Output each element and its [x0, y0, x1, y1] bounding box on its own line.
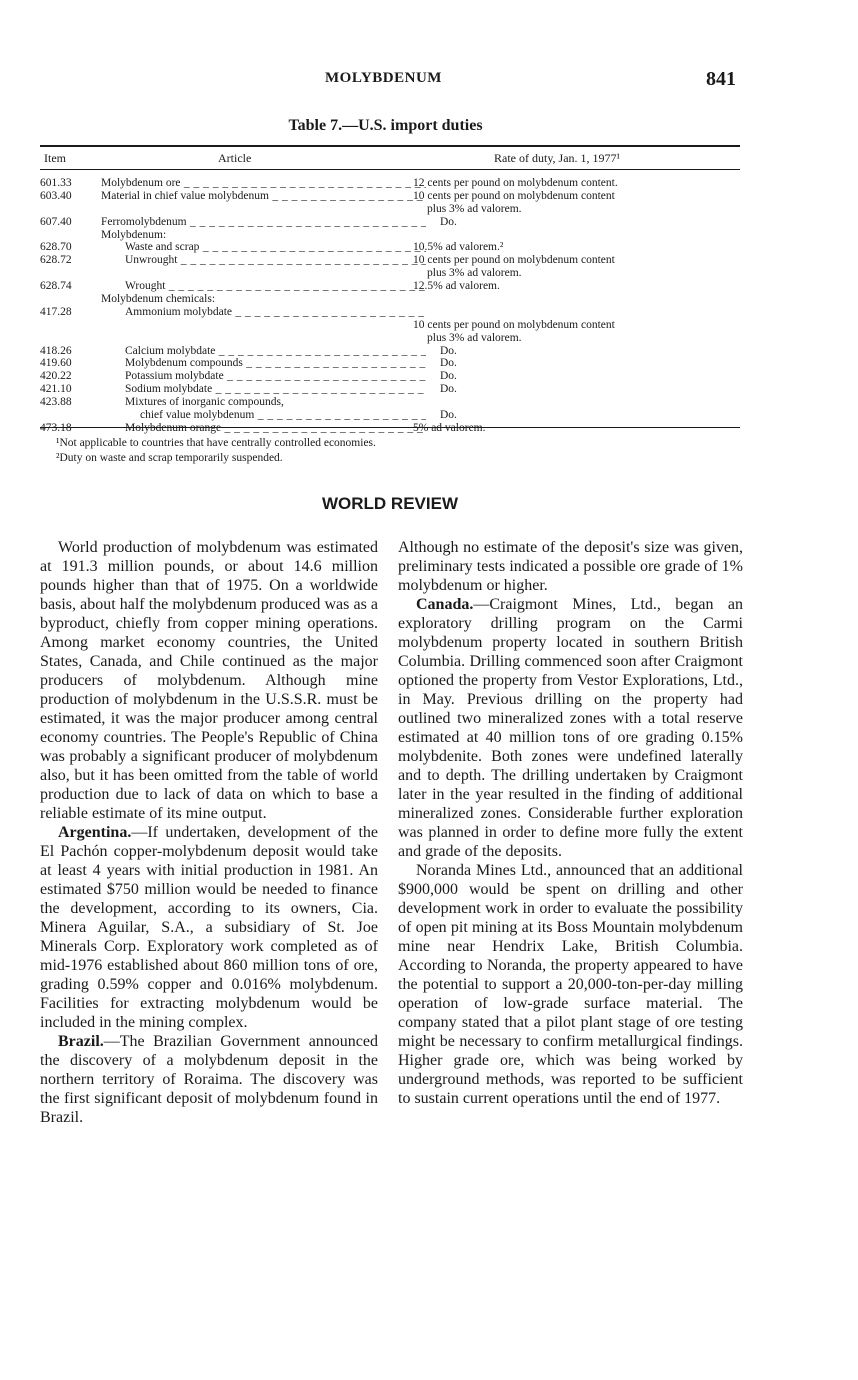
table-row: [40, 177, 740, 190]
column-header-article: Article: [218, 151, 252, 165]
article-cell: Potassium molybdate _ _ _: [125, 370, 426, 383]
paragraph-text: —Craigmont Mines, Ltd., began an exploratory drilling program on the Carmi molybdenum property located in southern British Columbia. Drilling commenced soon after Craigmont optioned the property from Vestor Explorations, Ltd., in May. Previous drilling on the property had outlined two mineralized zones with a total reserve estimated at 40 million tons of ore grading 0.15% molybdenite. Both zones were undefined laterally and to depth. The drilling undertaken by Craigmont later in the year resulted in the finding of additional mineralized zones. Considerable further exploration was planned in order to define more fully the extent and grade of the deposits.: [398, 596, 743, 860]
item-cell: 421.10: [40, 383, 72, 396]
rate-cell: plus 3% ad valorem.: [427, 202, 522, 215]
item-cell: 601.33: [40, 177, 72, 189]
item-cell: 419.60: [40, 357, 72, 370]
rate-cell: plus 3% ad valorem.: [427, 331, 522, 344]
left-column: [40, 538, 378, 1127]
table-row: [40, 216, 740, 229]
table-title: Table 7.—U.S. import duties: [288, 117, 483, 134]
item-cell: 628.72: [40, 254, 72, 267]
table-row: [40, 332, 740, 345]
article-cell: Ferromolybdenum _ _ _: [101, 216, 426, 229]
page-number: 841: [706, 68, 736, 90]
table-row: [40, 319, 740, 332]
item-cell: 628.74: [40, 280, 72, 293]
country-heading: Brazil.: [58, 1033, 104, 1050]
paragraph-text: Although no estimate of the deposit's size was given, preliminary tests indicated a possible ore grade of 1% molybdenum or higher.: [398, 539, 743, 594]
table-top-rule: [40, 145, 740, 147]
column-header-item: Item: [44, 151, 66, 165]
table-row: [40, 267, 740, 280]
rate-cell: Do.: [440, 215, 457, 228]
table-row: [40, 280, 740, 293]
table-row: [40, 229, 740, 242]
rate-cell: 10.5% ad valorem.²: [413, 241, 504, 254]
article-cell: Wrought _ _ _: [125, 280, 426, 293]
rate-cell: Do.: [440, 383, 457, 396]
item-cell: 420.22: [40, 370, 72, 383]
table-row: [40, 306, 740, 319]
article-cell: Ammonium molybdate _ _ _: [125, 306, 426, 319]
item-cell: 607.40: [40, 215, 72, 228]
article-cell: Waste and scrap _ _ _: [125, 241, 426, 254]
rate-cell: Do.: [440, 344, 457, 357]
article-cell: Molybdenum ore _ _ _: [101, 177, 426, 190]
article-cell: [125, 422, 426, 435]
rate-cell: 12.5% ad valorem.: [413, 280, 500, 293]
rate-cell: Do.: [440, 357, 457, 370]
rate-cell: 10 cents per pound on molybdenum content: [413, 318, 615, 331]
import-duties-table: [40, 177, 740, 435]
running-head: [0, 68, 858, 92]
table-row: [40, 357, 740, 370]
table-row: [40, 203, 740, 216]
item-cell: 603.40: [40, 189, 72, 202]
item-cell: 628.70: [40, 241, 72, 254]
table-footnotes: [56, 436, 376, 466]
rate-cell: 10 cents per pound on molybdenum content: [413, 189, 615, 202]
item-cell: 418.26: [40, 344, 72, 357]
item-cell: [40, 422, 72, 435]
paragraph-text: —If undertaken, development of the El Pachón copper-molybdenum deposit would take at least 4 years with initial production in 1981. An estimated $750 million would be needed to finance the development, according to its owners, Cia. Minera Aguilar, S.A., a subsidiary of St. Joe Minerals Corp. Exploratory work completed as of mid-1976 established about 860 million tons of ore, grading 0.59% copper and 0.016% molybdenum. Facilities for extracting molybdenum would be included in the mining complex.: [40, 824, 378, 1031]
article-cell: Mixtures of inorganic compounds,: [125, 396, 284, 409]
rate-cell: [413, 422, 486, 435]
section-heading: WORLD REVIEW: [322, 494, 458, 513]
rate-cell: Do.: [440, 370, 457, 383]
paragraph-text: World production of molybdenum was estimated at 191.3 million pounds, or about 14.6 million pounds higher than that of 1975. On a worldwide basis, about half the molybdenum produced was as a byproduct, chiefly from copper mining operations. Among market economy countries, the United States, Canada, and Chile continued as the major producers of molybdenum. Although mine production of molybdenum in the U.S.S.R. must be estimated, it was the major producer among central economy countries. The People's Republic of China was probably a significant producer of molybdenum also, but it has been omitted from the table of world production due to lack of data on which to base a reliable estimate of its mine output.: [40, 539, 378, 822]
article-cell: Molybdenum:: [101, 228, 167, 241]
rate-cell: Do.: [440, 409, 457, 422]
paragraph-text: Noranda Mines Ltd., announced that an additional $900,000 would be spent on drilling and other development work in order to evaluate the possibility of open pit mining at its Boss Mountain molybdenum mine near Hendrix Lake, British Columbia. According to Noranda, the property appeared to have the potential to support a 20,000-ton-per-day milling operation of low-grade surface material. The company stated that a pilot plant stage of ore testing might be necessary to confirm metallurgical findings. Higher grade ore, which was being worked by underground methods, was reported to be sufficient to sustain current operations until the end of 1977.: [398, 862, 743, 1107]
column-header-rate: Rate of duty, Jan. 1, 1977¹: [494, 151, 621, 165]
article-cell: Material in chief value molybdenum _ _ _: [101, 190, 426, 203]
article-cell: Molybdenum chemicals:: [101, 293, 216, 306]
table-header-rule: [40, 169, 740, 170]
paragraph: [40, 538, 378, 823]
article-cell: Molybdenum compounds _ _ _: [125, 357, 426, 370]
paragraph: [398, 595, 743, 861]
paragraph: [398, 861, 743, 1108]
article-cell: Unwrought _ _ _: [125, 254, 426, 267]
paragraph: [40, 823, 378, 1032]
footnote: ¹Not applicable to countries that have centrally controlled economies.: [56, 437, 376, 449]
country-heading: Argentina.: [58, 824, 132, 841]
footnote: ²Duty on waste and scrap temporarily suspended.: [56, 452, 283, 464]
table-row: [40, 422, 740, 435]
country-heading: Canada.: [416, 596, 474, 613]
right-column: [398, 538, 743, 1108]
table-row: [40, 241, 740, 254]
running-title: MOLYBDENUM: [325, 70, 442, 86]
rate-cell: 12 cents per pound on molybdenum content.: [413, 177, 618, 189]
item-cell: 423.88: [40, 396, 72, 409]
rate-cell: plus 3% ad valorem.: [427, 267, 522, 280]
rate-cell: 10 cents per pound on molybdenum content: [413, 254, 615, 267]
article-cell: chief value molybdenum _ _ _: [140, 409, 426, 422]
table-row: [40, 370, 740, 383]
table-bottom-rule: [40, 427, 740, 428]
article-cell: Sodium molybdate _ _ _: [125, 383, 426, 396]
table-row: [40, 345, 740, 358]
table-row: [40, 383, 740, 396]
table-row: [40, 293, 740, 306]
item-cell: 417.28: [40, 305, 72, 318]
table-row: [40, 190, 740, 203]
article-cell: Calcium molybdate _ _ _: [125, 345, 426, 358]
table-row: [40, 396, 740, 409]
paragraph-text: —The Brazilian Government announced the discovery of a molybdenum deposit in the northern territory of Roraima. The discovery was the first significant deposit of molybdenum found in Brazil.: [40, 1033, 378, 1126]
table-row: [40, 409, 740, 422]
paragraph: [40, 1032, 378, 1127]
table-row: [40, 254, 740, 267]
paragraph: [398, 538, 743, 595]
